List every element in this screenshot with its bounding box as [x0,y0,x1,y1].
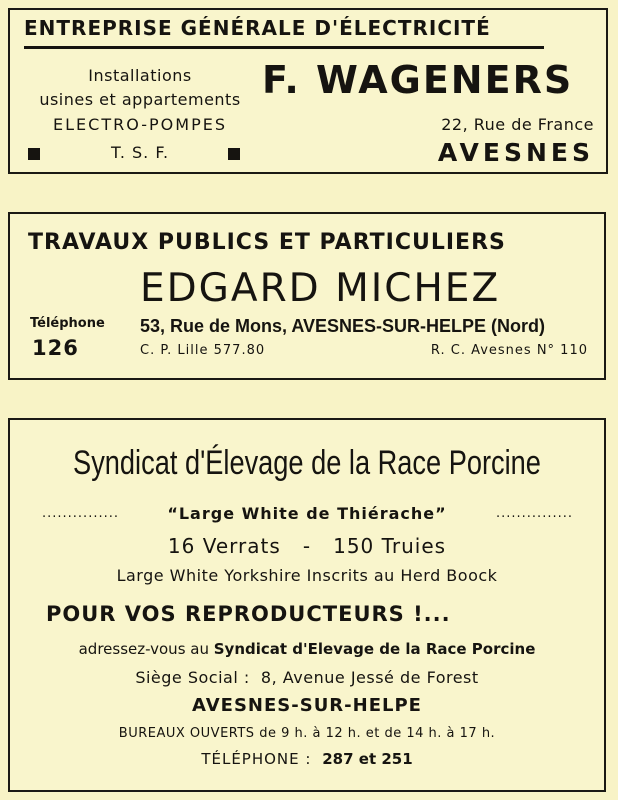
ad2-cp: C. P. Lille 577.80 [140,343,266,358]
ad1-tsf: T. S. F. [110,143,170,162]
ad3-phone-label: TÉLÉPHONE : [201,750,312,768]
ad2-rc: R. C. Avesnes N° 110 [430,343,588,358]
ad3-contact [10,640,604,658]
ad2-phone-label: Téléphone [30,316,105,331]
ad2-phone-number: 126 [32,336,79,360]
ad1-heading: ENTREPRISE GÉNÉRALE D'ÉLECTRICITÉ [24,16,491,40]
ad2-heading: TRAVAUX PUBLICS ET PARTICULIERS [28,230,506,255]
ad2-address: 53, Rue de Mons, AVESNES-SUR-HELPE (Nord) [140,316,546,336]
ad1-usines: usines et appartements [39,90,241,109]
ad3-dots-right: ............... [496,506,573,521]
ad1-city: AVESNES [437,138,594,167]
ad3-stock: 16 Verrats - 150 Truies [167,534,447,558]
ad3-phone-numbers: 287 et 251 [322,750,413,768]
ad1-bullet-right [228,148,240,160]
ad3-contact-prefix: adressez-vous au [78,640,214,658]
ad-syndicat [8,418,606,792]
ad-wageners [8,8,608,174]
ad3-dots-left: ............... [42,506,119,521]
ad3-siege: Siège Social : 8, Avenue Jessé de Forest [135,668,479,687]
ad1-name: F. WAGENERS [262,58,574,102]
ad3-hours: BUREAUX OUVERTS de 9 h. à 12 h. et de 14 h. à 17 h. [118,726,496,741]
ad3-title: Syndicat d'Élevage de la Race Porcine [73,444,541,482]
ad2-name: EDGARD MICHEZ [140,266,501,311]
ad3-contact-name: Syndicat d'Elevage de la Race Porcine [213,640,536,658]
ad3-subtitle: “Large White de Thiérache” [167,504,447,523]
ad3-phone [10,750,604,768]
ad3-call: POUR VOS REPRODUCTEURS !... [46,602,451,626]
ad3-city: AVESNES-SUR-HELPE [192,695,422,716]
ad3-registry: Large White Yorkshire Inscrits au Herd Boock [116,566,498,585]
ad1-heading-underline [24,46,544,49]
ad1-electro-pompes: ELECTRO-POMPES [53,115,227,134]
ad1-street: 22, Rue de France [441,115,594,134]
ad1-installations: Installations [88,66,192,85]
ad-michez [8,212,606,380]
